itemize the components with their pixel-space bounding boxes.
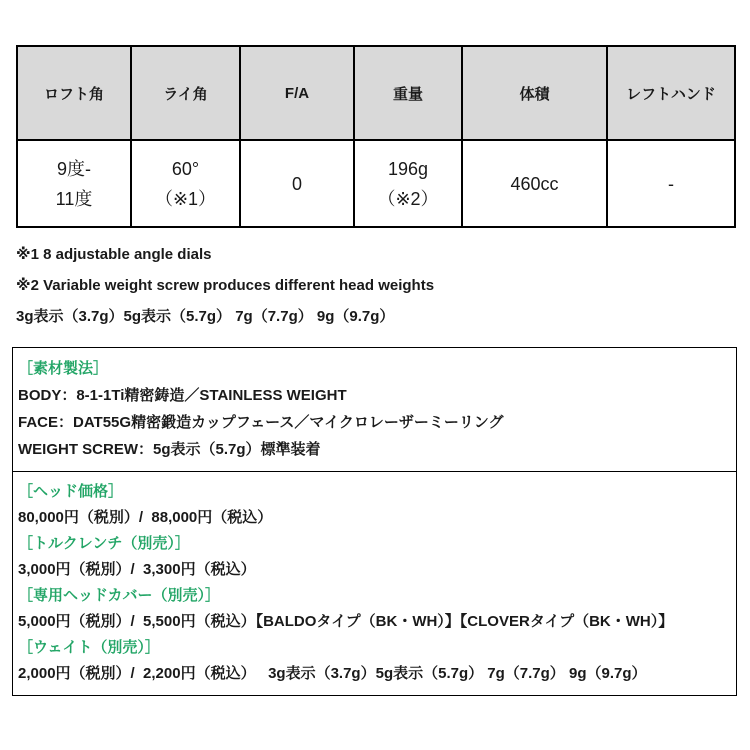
material-body-line: BODY：8-1-1Ti精密鋳造／STAINLESS WEIGHT xyxy=(18,387,347,404)
price-section xyxy=(13,472,736,695)
cell-fa xyxy=(240,140,354,227)
weight-option-heading: ［ウェイト（別売）］ xyxy=(18,639,160,656)
head-cover-price: 5,000円（税別）/ 5,500円（税込）【BALDOタイプ（BK・WH）】【CLOVERタイプ（BK・WH）】 xyxy=(18,613,674,630)
material-weight-screw-line: WEIGHT SCREW：5g表示（5.7g）標準装着 xyxy=(18,441,321,458)
head-price-heading: ［ヘッド価格］ xyxy=(18,483,124,500)
cell-loft-angle xyxy=(17,140,131,227)
lie-angle-line-1: 60° xyxy=(171,158,200,179)
spec-table-value-row xyxy=(17,140,735,227)
header-fa: F/A xyxy=(240,46,354,140)
material-section-heading: ［素材製法］ xyxy=(18,360,109,377)
weight-line-2: （※2） xyxy=(377,188,439,209)
footnote-1: ※1 8 adjustable angle dials xyxy=(16,246,212,263)
left-hand-value: - xyxy=(668,173,674,194)
volume-value: 460cc xyxy=(510,173,559,194)
material-section xyxy=(13,348,736,472)
weight-line-1: 196g xyxy=(387,158,429,179)
material-face-line: FACE：DAT55G精密鍛造カップフェース／マイクロレーザーミーリング xyxy=(18,414,504,431)
spec-table xyxy=(16,45,736,228)
header-lie-angle: ライ角 xyxy=(131,46,240,140)
product-info-box xyxy=(12,347,737,696)
header-weight: 重量 xyxy=(354,46,462,140)
cell-weight xyxy=(354,140,462,227)
header-volume: 体積 xyxy=(462,46,607,140)
torque-wrench-price: 3,000円（税別）/ 3,300円（税込） xyxy=(18,561,256,578)
footnote-weight-variants: 3g表示（3.7g）5g表示（5.7g） 7g（7.7g） 9g（9.7g） xyxy=(16,308,395,325)
cell-volume xyxy=(462,140,607,227)
head-price-value: 80,000円（税別）/ 88,000円（税込） xyxy=(18,509,273,526)
torque-wrench-heading: ［トルクレンチ（別売）］ xyxy=(18,535,190,552)
lie-angle-line-2: （※1） xyxy=(154,188,217,209)
cell-lie-angle xyxy=(131,140,240,227)
header-loft-angle: ロフト角 xyxy=(17,46,131,140)
loft-angle-line-1: 9度- xyxy=(56,158,91,179)
weight-option-price: 2,000円（税別）/ 2,200円（税込） 3g表示（3.7g）5g表示（5.7g） 7g（7.7g） 9g（9.7g） xyxy=(18,665,647,682)
head-cover-heading: ［専用ヘッドカバー（別売）］ xyxy=(18,587,221,604)
fa-value: 0 xyxy=(291,173,302,194)
header-left-hand: レフトハンド xyxy=(607,46,735,140)
spec-table-header-row xyxy=(17,46,735,140)
cell-left-hand xyxy=(607,140,735,227)
loft-angle-line-2: 11度 xyxy=(55,188,93,209)
footnotes xyxy=(16,239,434,332)
footnote-2: ※2 Variable weight screw produces different head weights xyxy=(16,277,435,294)
